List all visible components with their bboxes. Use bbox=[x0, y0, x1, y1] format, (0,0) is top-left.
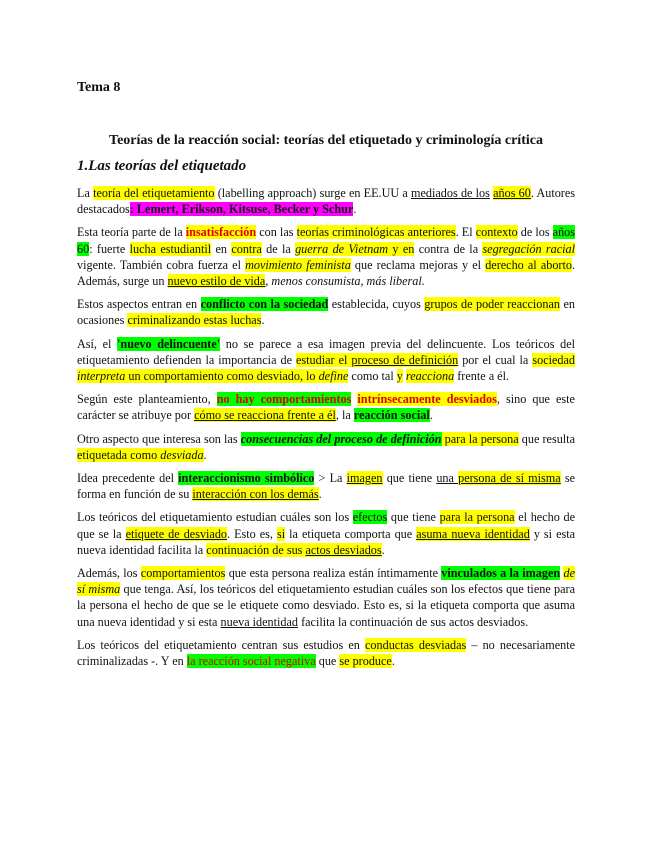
paragraph-6 bbox=[77, 431, 575, 463]
text-run: que reclama mejoras y el bbox=[350, 257, 486, 272]
highlight-yellow: reacciona bbox=[405, 369, 455, 384]
text-run: que tiene bbox=[387, 510, 440, 525]
underlined-text: mediados de los bbox=[411, 186, 490, 200]
highlight-yellow: teoría del etiquetamiento bbox=[93, 186, 215, 200]
highlight-yellow: nuevo estilo de vida bbox=[167, 274, 266, 289]
text-run: . bbox=[429, 408, 433, 423]
text-run: Estos aspectos entran en bbox=[77, 297, 201, 312]
highlight-yellow: si bbox=[276, 526, 286, 541]
italic-text: menos consumista, más liberal. bbox=[271, 274, 425, 289]
text-run: – no necesariamente criminalizadas -. Y en bbox=[77, 637, 575, 669]
text-run: . bbox=[261, 313, 265, 328]
underlined-text: nueva identidad bbox=[220, 614, 299, 629]
text-run: > La bbox=[314, 471, 347, 486]
highlight-yellow: define bbox=[318, 369, 349, 384]
highlight-yellow: comportamientos bbox=[140, 566, 226, 581]
text-run: . El bbox=[455, 225, 476, 240]
text-run: con las bbox=[256, 225, 297, 240]
highlight-yellow: y en bbox=[388, 241, 415, 256]
paragraph-5 bbox=[77, 391, 575, 423]
text-run: la etiqueta comporta que bbox=[285, 526, 417, 541]
paragraph-8 bbox=[77, 509, 575, 558]
highlight-yellow: interpreta bbox=[77, 369, 126, 384]
highlight-yellow: actos desviados bbox=[305, 542, 382, 557]
text-run: . bbox=[353, 202, 357, 217]
text-run: La bbox=[77, 186, 94, 200]
main-title: Teorías de la reacción social: teorías del etiquetado y criminología crítica bbox=[109, 133, 543, 148]
highlight-yellow: de sí misma bbox=[77, 566, 575, 597]
text-run: (labelling approach) surge en EE.UU a bbox=[214, 186, 412, 200]
text-run: , la bbox=[335, 408, 354, 423]
text-run: vigente. También cobra fuerza el bbox=[77, 257, 246, 272]
highlight-yellow: cómo se reacciona frente a él bbox=[194, 408, 336, 423]
highlight-green: años 60 bbox=[77, 225, 575, 256]
highlight-yellow: proceso de definición bbox=[351, 352, 459, 367]
highlight-yellow: teorías criminológicas anteriores bbox=[296, 225, 456, 240]
highlight-yellow: imagen bbox=[346, 471, 383, 486]
highlight-green: reacción social bbox=[353, 408, 430, 423]
highlight-green-red: no hay comportamientos bbox=[216, 392, 352, 407]
text-run: . Además, surge un bbox=[77, 257, 576, 289]
highlight-yellow: estudiar el bbox=[295, 352, 352, 367]
text-run: que bbox=[315, 654, 340, 669]
highlight-yellow: guerra de Vietnam bbox=[295, 241, 389, 256]
highlight-yellow: para la persona bbox=[439, 510, 515, 525]
highlight-yellow: desviada bbox=[160, 447, 204, 462]
text-run: Según este planteamiento, bbox=[77, 392, 217, 407]
paragraph-2 bbox=[77, 224, 575, 289]
highlight-yellow: grupos de poder reaccionan bbox=[424, 297, 560, 312]
text-run: . bbox=[203, 447, 207, 462]
highlight-green: efectos bbox=[352, 510, 388, 525]
body-text bbox=[77, 185, 575, 676]
highlight-yellow: años 60 bbox=[493, 186, 531, 200]
paragraph-4 bbox=[77, 336, 575, 385]
text-run: facilita la continuación de sus actos desviados. bbox=[298, 614, 529, 629]
text-run: contra de la bbox=[414, 241, 483, 256]
text-run: de la bbox=[261, 241, 296, 256]
highlight-yellow: asuma nueva identidad bbox=[416, 526, 530, 541]
text-run: frente a él. bbox=[454, 369, 509, 384]
text-run: no se parece a esa imagen previa del delincuente. Los teóricos del etiquetamiento defienden la importancia de bbox=[77, 336, 575, 367]
text-run: . bbox=[318, 487, 322, 502]
highlight-yellow: conductas desviadas bbox=[365, 637, 467, 652]
highlight-yellow: interacción con los demás bbox=[192, 487, 319, 502]
text-run: se forma en función de su bbox=[77, 471, 575, 502]
highlight-yellow: se produce bbox=[339, 654, 392, 669]
text-run: Otro aspecto que interesa son las bbox=[77, 431, 241, 446]
text-run: Idea precedente del bbox=[77, 471, 179, 486]
tema-heading: Tema 8 bbox=[77, 80, 121, 95]
text-run: que esta persona realiza están íntimamente bbox=[225, 566, 442, 581]
text-run: Además, los bbox=[77, 566, 141, 581]
highlight-yellow-red: intrínsecamente desviados bbox=[357, 392, 497, 407]
highlight-yellow: un comportamiento como desviado, lo bbox=[125, 369, 319, 384]
highlight-yellow: criminalizando estas luchas bbox=[127, 313, 262, 328]
highlight-magenta: : Lemert, Erikson, Kitsuse, Becker y Schur bbox=[129, 202, 354, 217]
highlight-yellow-red: insatisfacción bbox=[185, 225, 257, 240]
text-run: de los bbox=[517, 225, 553, 240]
highlight-green: consecuencias del proceso de definición bbox=[240, 431, 442, 446]
text-run: Esta teoría parte de la bbox=[77, 225, 186, 240]
text-run: el hecho de que se la bbox=[77, 510, 575, 541]
highlight-green-red: la reacción social negativa bbox=[186, 654, 316, 669]
highlight-green: conflicto con la sociedad bbox=[200, 297, 329, 312]
text-run: y si esta nueva identidad facilita la bbox=[77, 526, 576, 557]
paragraph-9 bbox=[77, 565, 575, 630]
text-run: en ocasiones bbox=[77, 297, 575, 328]
text-run: por el cual la bbox=[458, 352, 533, 367]
text-run: : fuerte bbox=[89, 241, 130, 256]
text-run: establecida, cuyos bbox=[328, 297, 425, 312]
text-run: . bbox=[391, 654, 395, 669]
text-run: . Esto es, bbox=[227, 526, 277, 541]
paragraph-1 bbox=[77, 185, 575, 217]
highlight-green: vinculados a la imagen bbox=[441, 566, 561, 581]
text-run: , bbox=[265, 274, 272, 289]
text-run: que tiene bbox=[382, 471, 437, 486]
highlight-yellow: movimiento feminista bbox=[245, 257, 351, 272]
paragraph-10 bbox=[77, 637, 575, 669]
highlight-yellow: contra bbox=[231, 241, 262, 256]
highlight-yellow: continuación de sus bbox=[206, 542, 306, 557]
underlined-text: una bbox=[436, 471, 459, 486]
highlight-yellow: etiquete de desviado bbox=[125, 526, 228, 541]
section-title: 1.Las teorías del etiquetado bbox=[77, 158, 247, 174]
paragraph-3 bbox=[77, 296, 575, 328]
text-run: Los teóricos del etiquetamiento estudian cuáles son los bbox=[77, 510, 353, 525]
text-run: . bbox=[381, 542, 385, 557]
highlight-yellow: contexto bbox=[475, 225, 518, 240]
highlight-yellow: persona de sí misma bbox=[458, 471, 561, 486]
highlight-yellow: para la persona bbox=[441, 431, 519, 446]
paragraph-7 bbox=[77, 470, 575, 502]
highlight-yellow: derecho al aborto bbox=[485, 257, 572, 272]
highlight-yellow: segregación racial bbox=[482, 241, 575, 256]
highlight-yellow: y bbox=[396, 369, 403, 384]
text-run: Los teóricos del etiquetamiento centran sus estudios en bbox=[77, 637, 366, 652]
highlight-yellow: lucha estudiantil bbox=[129, 241, 212, 256]
highlight-yellow: sociedad bbox=[532, 352, 575, 367]
highlight-green: interaccionismo simbólico bbox=[178, 471, 315, 486]
text-run: como tal bbox=[348, 369, 397, 384]
text-run: que resulta bbox=[518, 431, 575, 446]
text-run: Así, el bbox=[77, 336, 118, 351]
text-run: . Autores destacados bbox=[77, 186, 576, 217]
text-run: que tenga. Así, los teóricos del etiquetamiento estudian cuáles son los efectos que tiene para la persona el hecho de que se le etiquete como desviado. Esto es, si la etiqueta comporta que asuma una nueva identidad y si esta bbox=[77, 582, 575, 629]
text-run: , sino que este carácter se atribuye por bbox=[77, 392, 575, 423]
highlight-green: 'nuevo delincuente' bbox=[117, 336, 221, 351]
text-run: en bbox=[211, 241, 232, 256]
highlight-yellow: etiquetada como bbox=[77, 447, 161, 462]
